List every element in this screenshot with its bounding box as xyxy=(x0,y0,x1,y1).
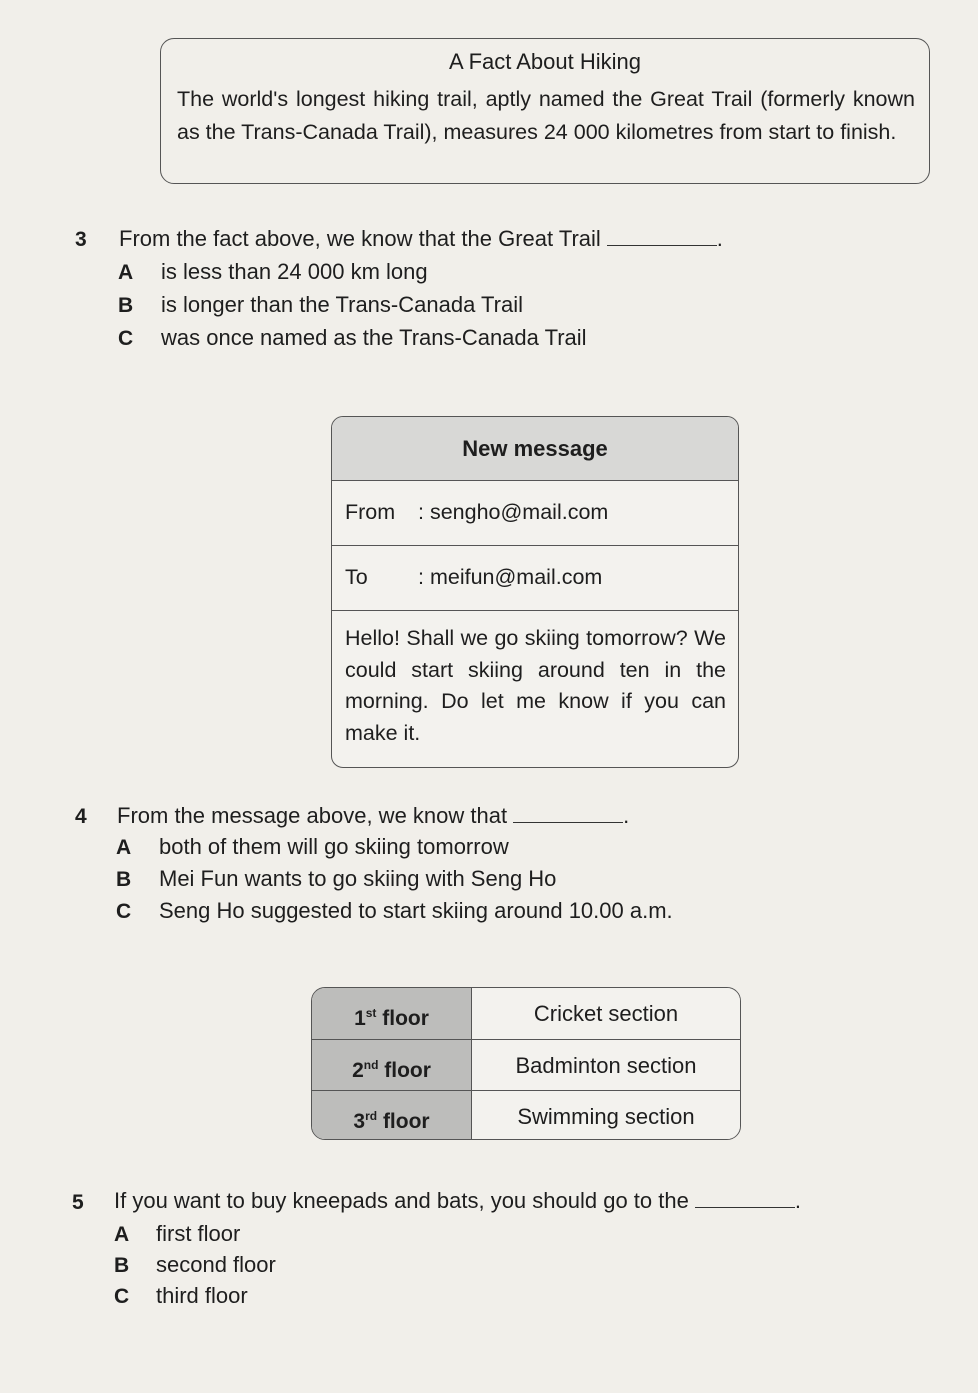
fact-box xyxy=(160,38,930,184)
question-end: . xyxy=(623,803,630,828)
option-text: both of them will go skiing tomorrow xyxy=(159,834,509,859)
fact-text: The world's longest hiking trail, aptly named the Great Trail (formerly known as the Trans-Canada Trail), measures 24 000 kilometres from start to finish. xyxy=(177,87,915,144)
question-number: 5 xyxy=(72,1191,84,1214)
answer-blank xyxy=(513,822,623,823)
option-letter: A xyxy=(114,1223,130,1246)
message-body: Hello! Shall we go skiing tomorrow? We could start skiing around ten in the morning. Do let me know if you can make it. xyxy=(345,626,726,745)
question-stem-text: From the message above, we know that xyxy=(117,803,508,828)
option-text: first floor xyxy=(156,1221,241,1246)
question-stem xyxy=(119,226,723,252)
section-name: Badminton section xyxy=(472,1040,740,1091)
option-letter: A xyxy=(116,836,132,859)
option-letter: C xyxy=(118,327,134,350)
message-to-row xyxy=(332,546,738,611)
floor-row xyxy=(312,1090,740,1140)
option-letter: C xyxy=(116,900,132,923)
option-text: was once named as the Trans-Canada Trail xyxy=(161,325,587,350)
option-letter: C xyxy=(114,1285,130,1308)
question-stem-text: If you want to buy kneepads and bats, you should go to the xyxy=(114,1188,689,1213)
option-text: Seng Ho suggested to start skiing around 10.00 a.m. xyxy=(159,898,673,923)
question-end: . xyxy=(794,1188,801,1213)
answer-blank xyxy=(695,1207,795,1208)
fact-title: A Fact About Hiking xyxy=(449,49,641,74)
option-letter: B xyxy=(116,868,132,891)
option-text: is less than 24 000 km long xyxy=(161,259,428,284)
floor-label: 2nd floor xyxy=(312,1040,472,1091)
option-letter: B xyxy=(114,1254,130,1277)
section-name: Swimming section xyxy=(472,1091,740,1140)
option-text: Mei Fun wants to go skiing with Seng Ho xyxy=(159,866,557,891)
question-number: 3 xyxy=(75,228,87,251)
option-text: second floor xyxy=(156,1252,276,1277)
from-value: : sengho@mail.com xyxy=(418,500,609,524)
to-value: : meifun@mail.com xyxy=(418,565,603,589)
option-text: is longer than the Trans-Canada Trail xyxy=(161,292,523,317)
question-end: . xyxy=(716,226,723,251)
message-from-row xyxy=(332,481,738,546)
to-label: To xyxy=(345,565,368,589)
option-letter: B xyxy=(118,294,134,317)
question-stem-text: From the fact above, we know that the Great Trail xyxy=(119,226,601,251)
floor-row xyxy=(312,988,740,1039)
floor-label: 1st floor xyxy=(312,988,472,1039)
floor-row xyxy=(312,1039,740,1091)
floor-label: 3rd floor xyxy=(312,1091,472,1140)
email-message-box xyxy=(331,416,739,768)
message-header: New message xyxy=(332,417,738,481)
option-text: third floor xyxy=(156,1283,248,1308)
from-label: From xyxy=(345,500,396,524)
option-letter: A xyxy=(118,261,134,284)
question-stem xyxy=(117,803,629,829)
floor-directory-table xyxy=(311,987,741,1140)
answer-blank xyxy=(607,245,717,246)
question-number: 4 xyxy=(75,805,87,828)
section-name: Cricket section xyxy=(472,988,740,1039)
question-stem xyxy=(114,1188,801,1214)
